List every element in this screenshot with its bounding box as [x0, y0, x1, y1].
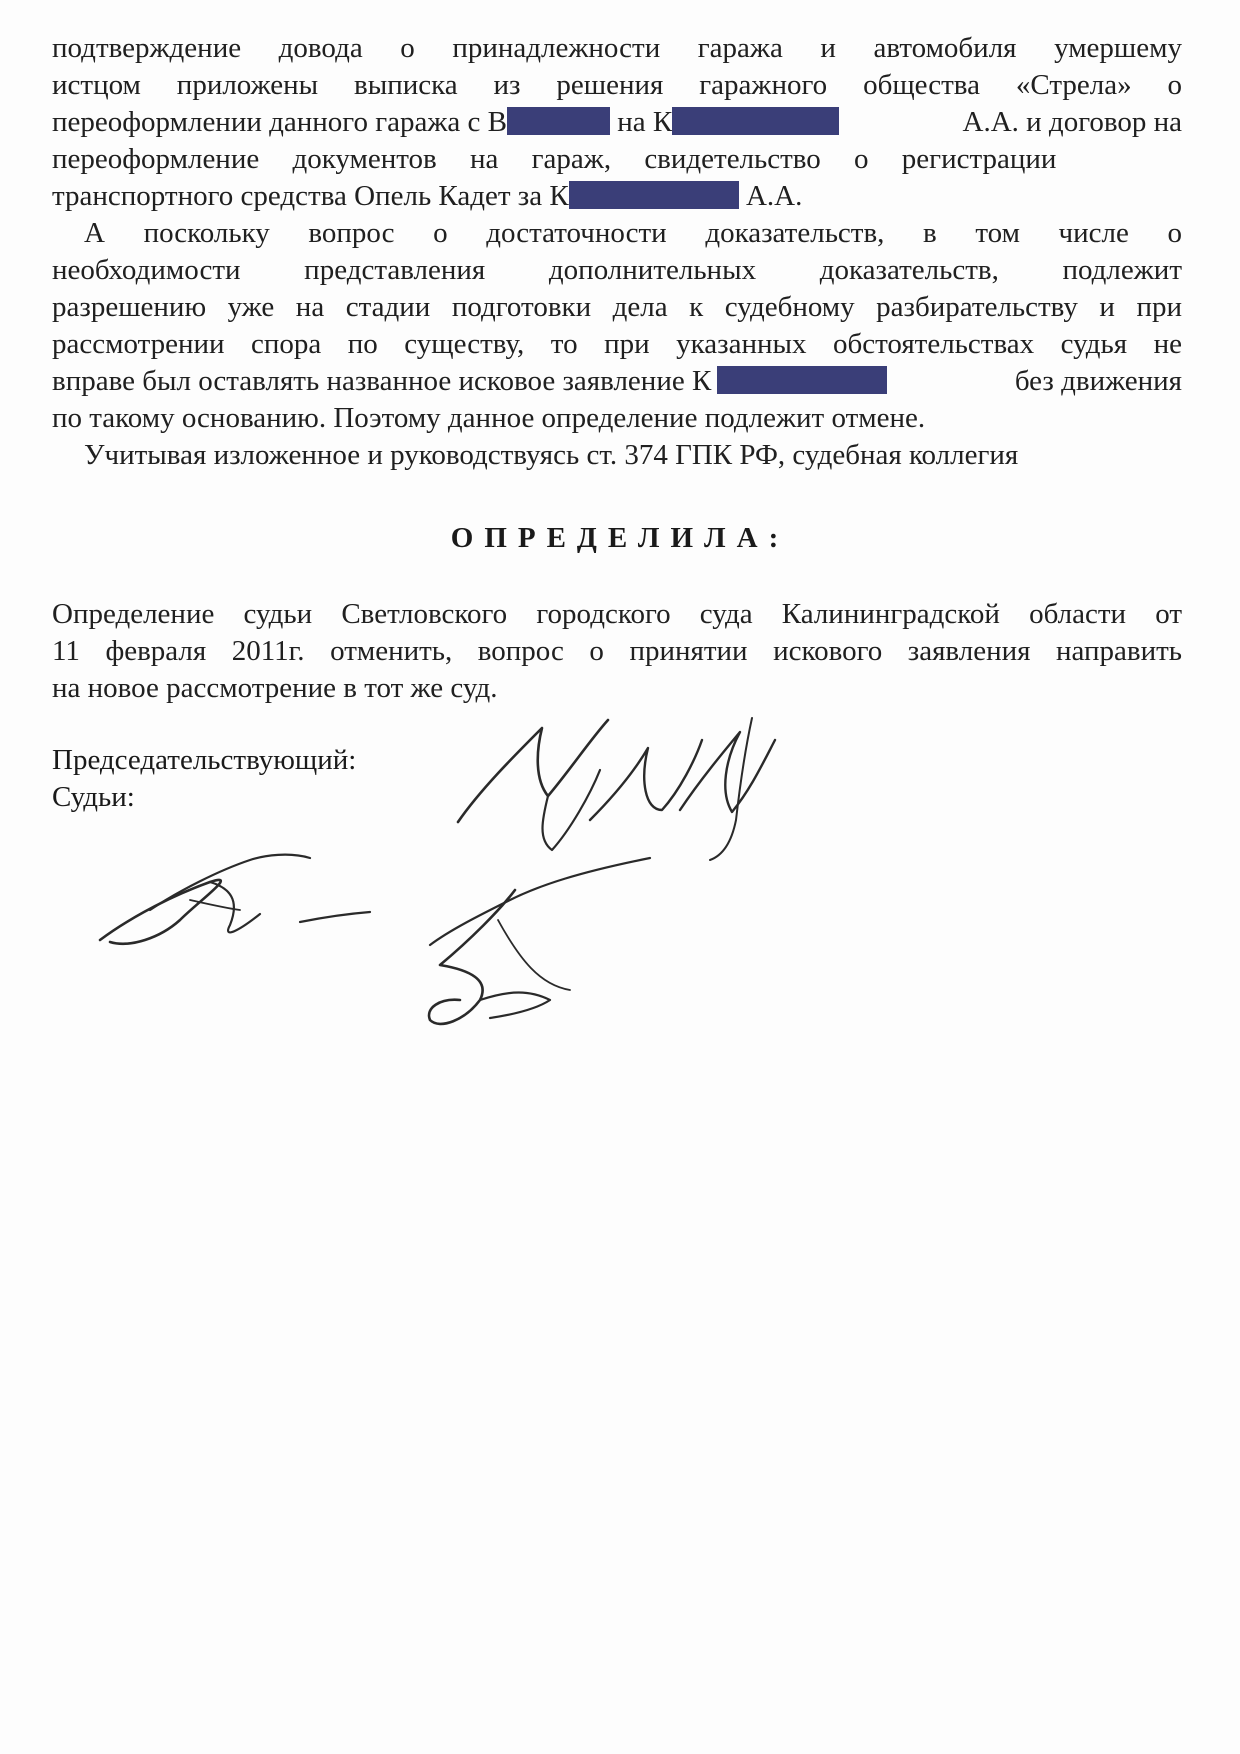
- redaction-box: [672, 107, 839, 135]
- ruling-line-1: Определение судьи Светловского городского суда Калининградской области от: [52, 598, 1182, 630]
- judge-2-signature-icon: [420, 850, 680, 1050]
- ruling-heading: ОПРЕДЕЛИЛА:: [450, 522, 790, 554]
- paragraph-2-line-6: по такому основанию. Поэтому данное определение подлежит отмене.: [52, 402, 926, 434]
- presiding-judge-signature-icon: [440, 700, 800, 870]
- presiding-judge-label: Председательствующий:: [52, 744, 357, 776]
- paragraph-2-line-3: разрешению уже на стадии подготовки дела к судебному разбирательству и при: [52, 291, 1182, 323]
- redaction-box: [569, 181, 739, 209]
- paragraph-1-line-5: [52, 178, 1182, 214]
- paragraph-1-line-2: истцом приложены выписка из решения гаражного общества «Стрела» о: [52, 69, 1182, 101]
- text-fragment: А.А.: [745, 180, 803, 212]
- text-fragment: на К: [617, 106, 673, 138]
- paragraph-1-line-4: переоформление документов на гараж, свидетельство о регистрации: [52, 143, 1057, 175]
- paragraph-1-line-3: [52, 104, 1182, 140]
- text-fragment: без движения: [1014, 365, 1182, 397]
- text-fragment: А.А. и договор на: [962, 106, 1182, 138]
- paragraph-2-line-5: [52, 363, 1182, 399]
- paragraph-2-line-2: необходимости представления дополнительных доказательств, подлежит: [52, 254, 1182, 286]
- ruling-line-3: на новое рассмотрение в тот же суд.: [52, 672, 498, 704]
- text-fragment: транспортного средства Опель Кадет за К: [52, 180, 569, 212]
- paragraph-1-line-1: подтверждение довода о принадлежности гаража и автомобиля умершему: [52, 32, 1182, 64]
- text-fragment: переоформлении данного гаража с В: [52, 106, 507, 138]
- judges-label: Судьи:: [52, 781, 135, 813]
- text-fragment: вправе был оставлять названное исковое заявление К: [52, 365, 712, 397]
- ruling-line-2: 11 февраля 2011г. отменить, вопрос о принятии искового заявления направить: [52, 635, 1182, 667]
- paragraph-3-line-1: Учитывая изложенное и руководствуясь ст. 374 ГПК РФ, судебная коллегия: [84, 439, 1019, 471]
- paragraph-2-line-1: А поскольку вопрос о достаточности доказательств, в том числе о: [84, 217, 1182, 249]
- redaction-box: [507, 107, 610, 135]
- judge-1-signature-icon: [90, 830, 390, 970]
- redaction-box: [717, 366, 887, 394]
- paragraph-2-line-4: рассмотрении спора по существу, то при указанных обстоятельствах судья не: [52, 328, 1182, 360]
